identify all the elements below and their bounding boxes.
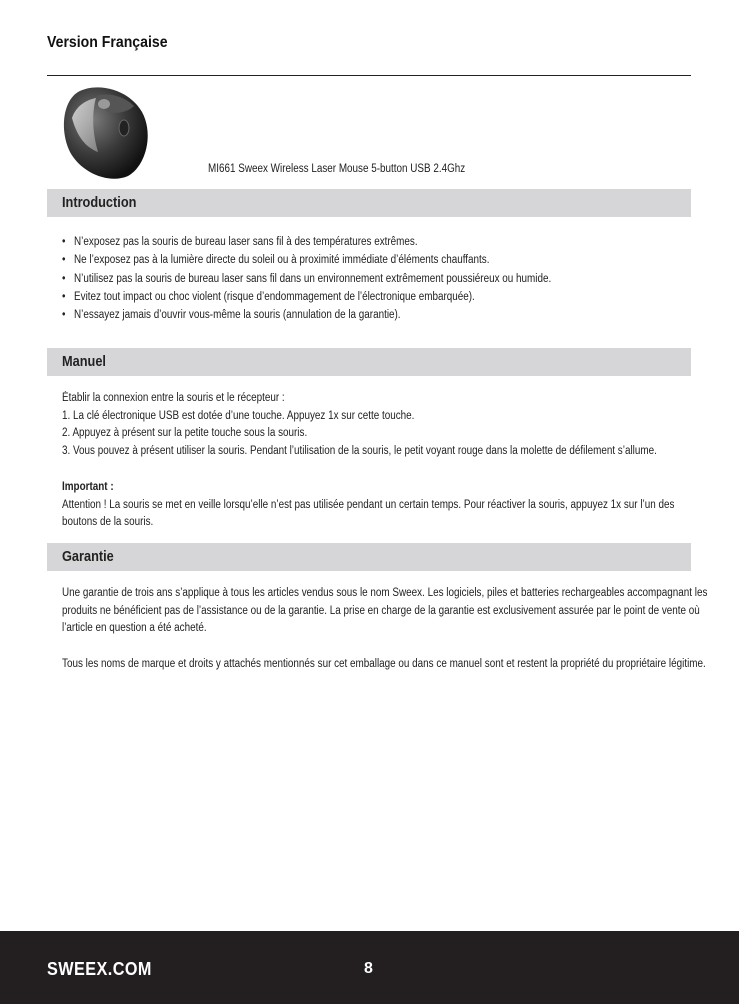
manuel-step: 2. Appuyez à présent sur la petite touche sous la souris. [62,427,308,439]
bullet-icon: • [62,290,66,303]
page-header-title: Version Française [47,34,168,51]
garantie-line: produits ne bénéficient pas de l’assistance ou de la garantie. La prise en charge de la garantie est exclusivement assurée par le point de vente où [62,604,700,617]
bullet-icon: • [62,272,66,285]
introduction-bullet-list [62,233,631,324]
page-footer [0,931,739,1004]
header-divider [47,75,691,76]
page-number: 8 [364,960,373,977]
list-item: • N’utilisez pas la souris de bureau laser sans fil dans un environnement extrêmement poussiéreux ou humide. [62,270,551,288]
important-line: boutons de la souris. [62,516,154,528]
list-item: • Ne l’exposez pas à la lumière directe du soleil ou à proximité immédiate d’éléments chauffants. [62,251,551,269]
manuel-text [62,390,657,460]
garantie-paragraph [62,585,707,638]
section-header-introduction [47,189,691,217]
manuel-step: 1. La clé électronique USB est dotée d’une touche. Appuyez 1x sur cette touche. [62,409,415,422]
section-title: Introduction [62,195,137,211]
wireless-mouse-image [58,82,150,182]
product-caption: MI661 Sweex Wireless Laser Mouse 5-button USB 2.4Ghz [208,163,466,175]
manuel-step: 3. Vous pouvez à présent utiliser la souris. Pendant l’utilisation de la souris, le petit voyant rouge dans la molette de défilement s’allume. [62,444,657,457]
important-line: Attention ! La souris se met en veille lorsqu’elle n’est pas utilisée pendant un certain temps. Pour réactiver la souris, appuyez 1x sur l’un des [62,498,675,511]
important-note [62,479,674,532]
list-item: • Evitez tout impact ou choc violent (risque d’endommagement de l’électronique embarquée). [62,288,551,306]
important-label: Important : [62,481,114,493]
garantie-line: l’article en question a été acheté. [62,622,207,634]
section-title: Garantie [62,549,114,565]
section-title: Manuel [62,354,106,370]
bullet-icon: • [62,309,66,322]
section-header-manuel [47,348,691,376]
garantie-line: Une garantie de trois ans s’applique à tous les articles vendus sous le nom Sweex. Les logiciels, piles et batteries rechargeables accompagnant les [62,587,708,599]
section-header-garantie [47,543,691,571]
trademark-paragraph: Tous les noms de marque et droits y attachés mentionnés sur cet emballage ou dans ce manuel sont et restent la propriété du propriétaire légitime. [62,658,706,670]
bullet-icon: • [62,254,66,267]
manuel-intro: Établir la connexion entre la souris et le récepteur : [62,392,285,404]
bullet-icon: • [62,236,66,248]
list-item: • N’essayez jamais d’ouvrir vous-même la souris (annulation de la garantie). [62,306,551,324]
footer-brand-link[interactable]: SWEEX.COM [47,959,152,979]
list-item: • N’exposez pas la souris de bureau laser sans fil à des températures extrêmes. [62,233,551,251]
